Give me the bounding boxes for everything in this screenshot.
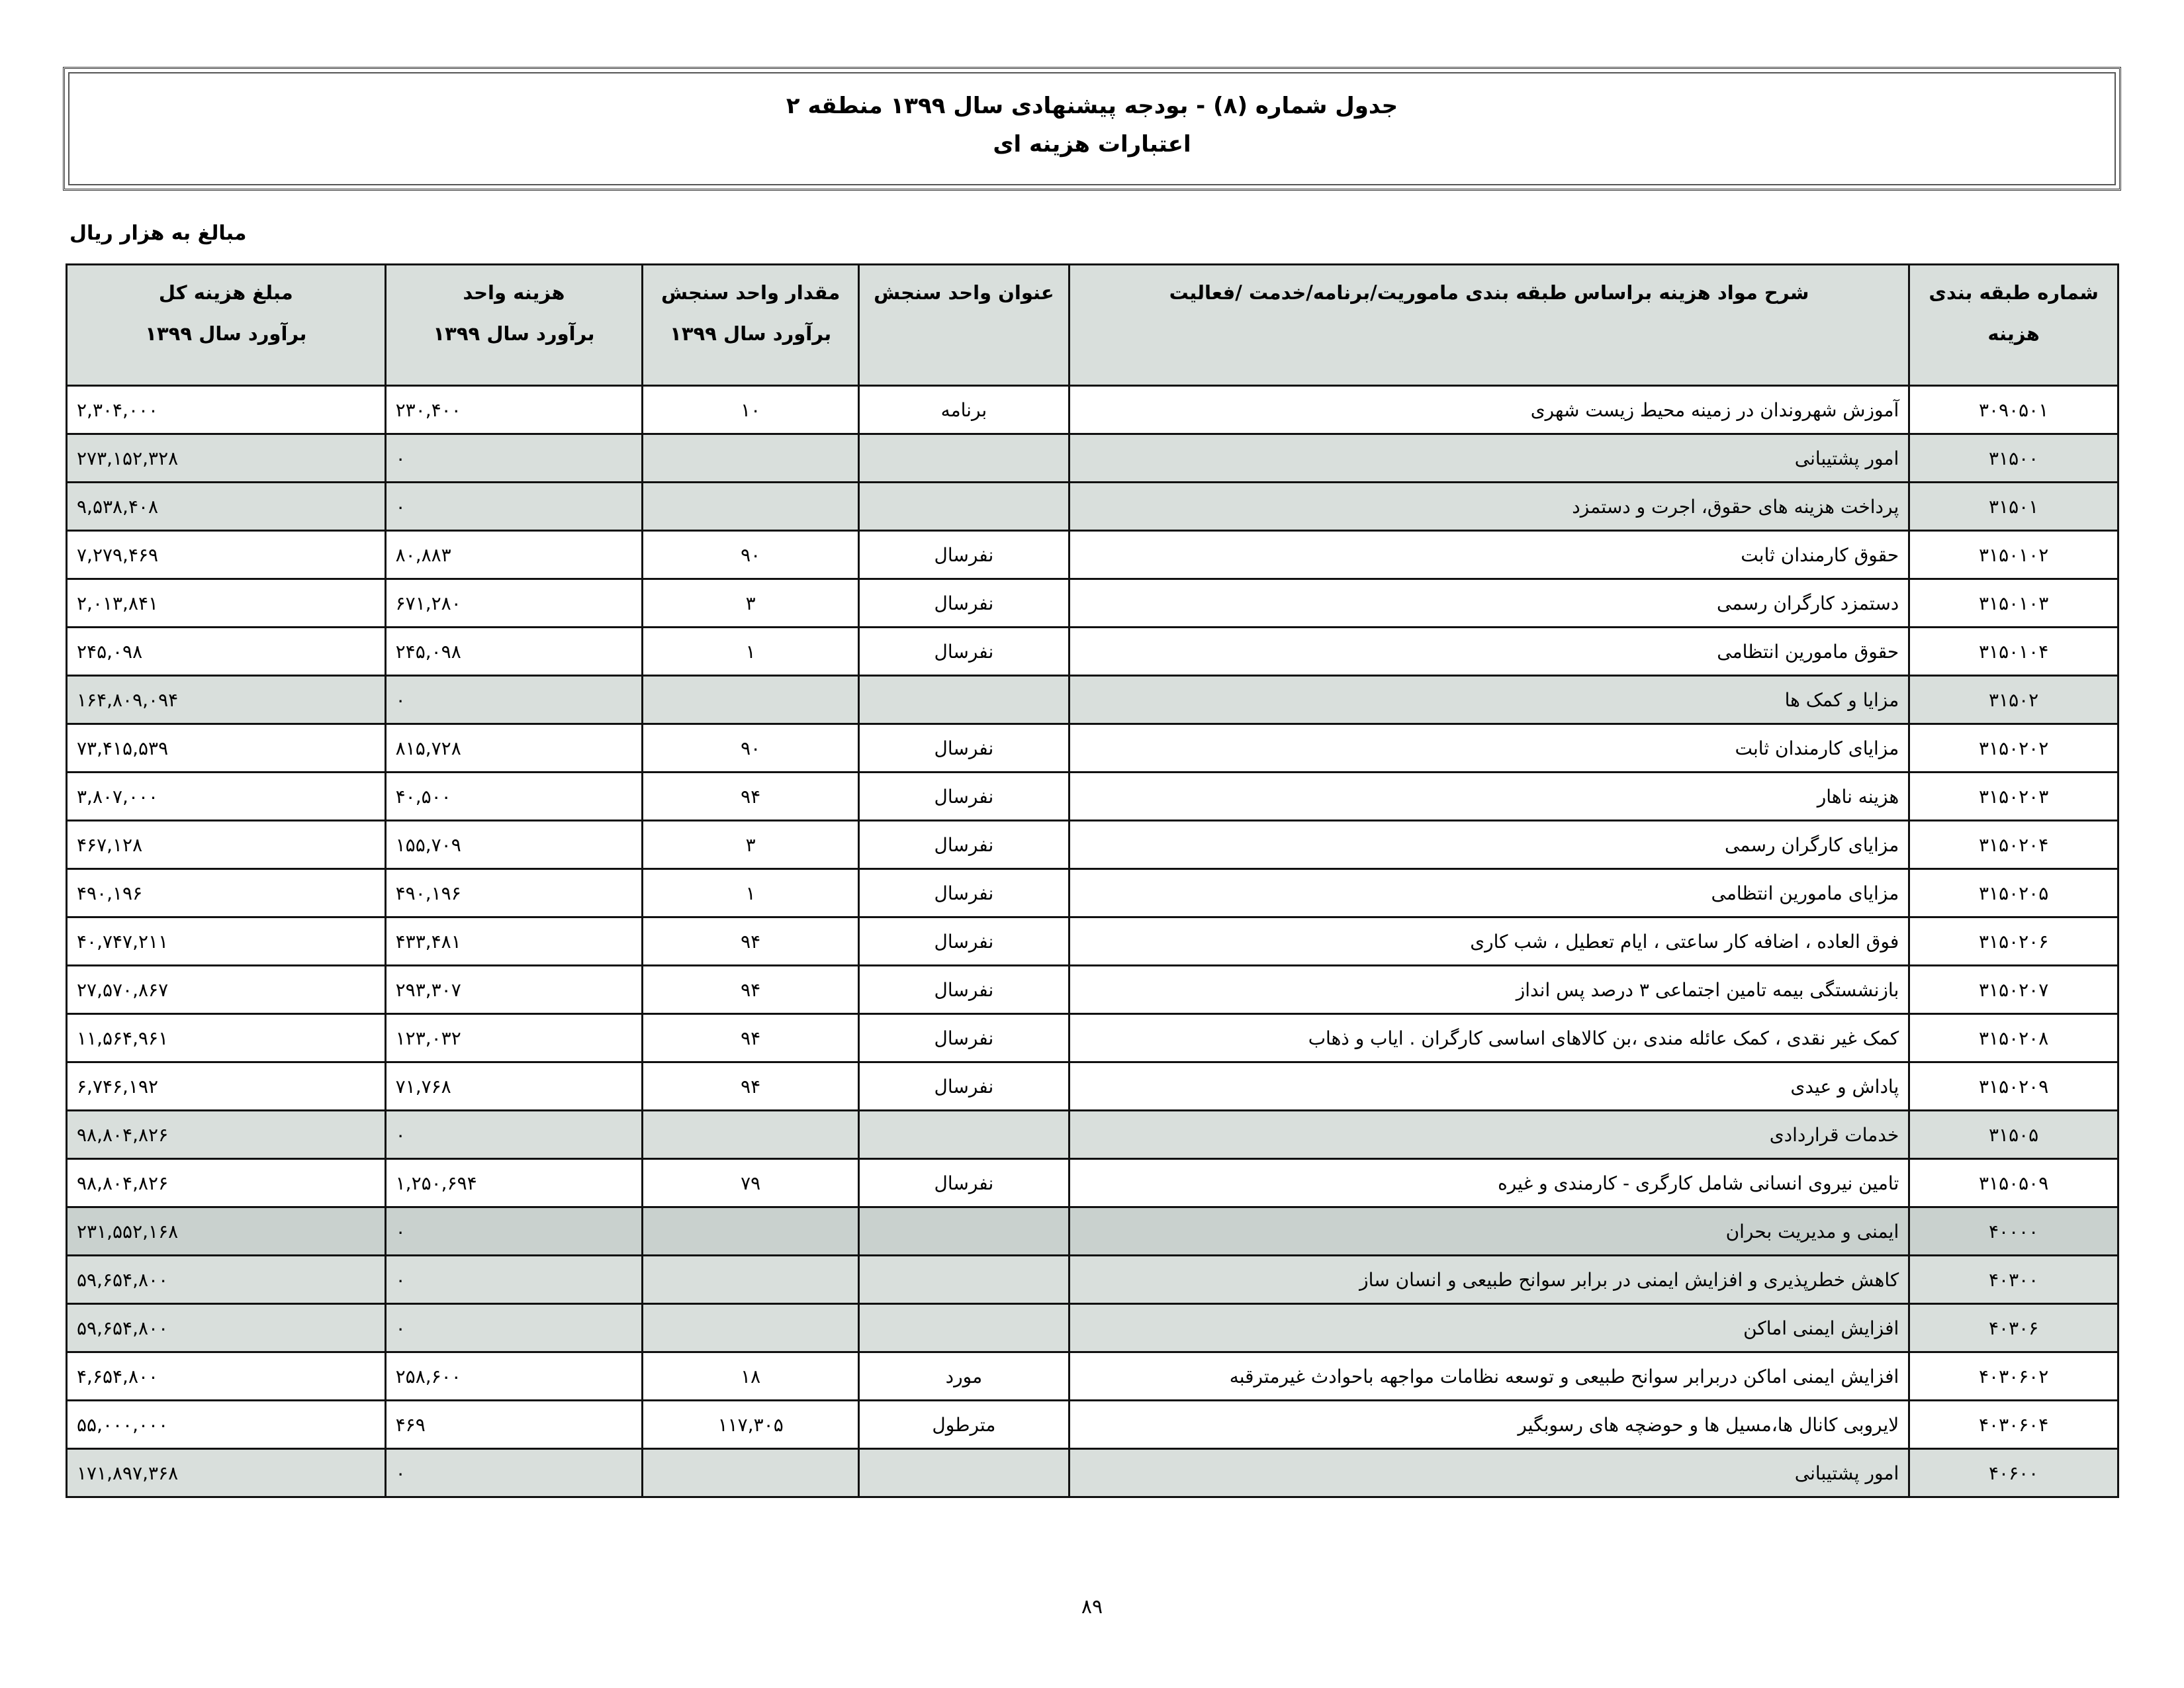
total-cell: ۵۹,۶۵۴,۸۰۰	[67, 1256, 386, 1304]
total-cell: ۲۷,۵۷۰,۸۶۷	[67, 966, 386, 1014]
total-cell: ۱۶۴,۸۰۹,۰۹۴	[67, 676, 386, 724]
code-cell: ۳۱۵۰۲۰۵	[1909, 869, 2118, 917]
code-cell: ۳۱۵۰۲۰۷	[1909, 966, 2118, 1014]
unit-cell: نفرسال	[859, 724, 1069, 773]
total-cell: ۷۳,۴۱۵,۵۳۹	[67, 724, 386, 773]
code-cell: ۴۰۰۰۰	[1909, 1207, 2118, 1256]
table-row	[67, 1014, 2118, 1062]
quantity-cell: ۹۴	[643, 917, 859, 966]
quantity-cell	[643, 1207, 859, 1256]
header-qty-line1: مقدار واحد سنجش	[661, 281, 841, 304]
code-cell: ۴۰۳۰۶	[1909, 1304, 2118, 1352]
unit-cost-cell: ۴۳۳,۴۸۱	[385, 917, 643, 966]
unit-cell: نفرسال	[859, 1159, 1069, 1207]
unit-cost-cell: ۰	[385, 434, 643, 483]
description-cell: مزایای کارگران رسمی	[1069, 821, 1909, 869]
table-row	[67, 1111, 2118, 1159]
total-cell: ۵۵,۰۰۰,۰۰۰	[67, 1401, 386, 1449]
title-line-2: اعتبارات هزینه ای	[993, 131, 1191, 158]
unit-cost-cell: ۲۹۳,۳۰۷	[385, 966, 643, 1014]
quantity-cell: ۹۴	[643, 966, 859, 1014]
total-cell: ۴,۶۵۴,۸۰۰	[67, 1352, 386, 1401]
table-row	[67, 579, 2118, 628]
unit-cost-cell: ۰	[385, 1111, 643, 1159]
unit-cell: نفرسال	[859, 628, 1069, 676]
unit-cell: نفرسال	[859, 773, 1069, 821]
table-row	[67, 1304, 2118, 1352]
description-cell: حقوق مامورین انتظامی	[1069, 628, 1909, 676]
quantity-cell	[643, 483, 859, 531]
unit-cost-cell: ۱,۲۵۰,۶۹۴	[385, 1159, 643, 1207]
unit-cell: نفرسال	[859, 966, 1069, 1014]
table-row	[67, 434, 2118, 483]
total-cell: ۱۷۱,۸۹۷,۳۶۸	[67, 1449, 386, 1497]
description-cell: پاداش و عیدی	[1069, 1062, 1909, 1111]
unit-cost-cell: ۴۶۹	[385, 1401, 643, 1449]
table-row	[67, 1256, 2118, 1304]
unit-cell: نفرسال	[859, 579, 1069, 628]
total-cell: ۶,۷۴۶,۱۹۲	[67, 1062, 386, 1111]
table-row	[67, 1449, 2118, 1497]
description-cell: مزایای مامورین انتظامی	[1069, 869, 1909, 917]
quantity-cell: ۱۰	[643, 386, 859, 434]
unit-cell: برنامه	[859, 386, 1069, 434]
header-total-line1: مبلغ هزینه کل	[158, 281, 293, 304]
quantity-cell	[643, 1256, 859, 1304]
total-cell: ۱۱,۵۶۴,۹۶۱	[67, 1014, 386, 1062]
unit-cost-cell: ۸۱۵,۷۲۸	[385, 724, 643, 773]
header-row	[67, 265, 2118, 386]
total-cell: ۴۹۰,۱۹۶	[67, 869, 386, 917]
unit-note: مبالغ به هزار ریال	[69, 222, 247, 245]
unit-cell: نفرسال	[859, 821, 1069, 869]
quantity-cell	[643, 434, 859, 483]
quantity-cell: ۹۴	[643, 773, 859, 821]
total-cell: ۳,۸۰۷,۰۰۰	[67, 773, 386, 821]
header-unit-cost-line2: برآورد سال ۱۳۹۹	[433, 322, 595, 345]
total-cell: ۴۶۷,۱۲۸	[67, 821, 386, 869]
description-cell: افزایش ایمنی اماکن	[1069, 1304, 1909, 1352]
header-desc	[1069, 265, 1909, 386]
total-cell: ۵۹,۶۵۴,۸۰۰	[67, 1304, 386, 1352]
table-row	[67, 1401, 2118, 1449]
description-cell: پرداخت هزینه های حقوق، اجرت و دستمزد	[1069, 483, 1909, 531]
unit-cell	[859, 1207, 1069, 1256]
title-line-1: جدول شماره (۸) - بودجه پیشنهادی سال ۱۳۹۹ منطقه ۲	[786, 93, 1398, 119]
quantity-cell: ۳	[643, 821, 859, 869]
code-cell: ۳۱۵۰۲۰۹	[1909, 1062, 2118, 1111]
total-cell: ۲,۳۰۴,۰۰۰	[67, 386, 386, 434]
quantity-cell: ۱۸	[643, 1352, 859, 1401]
unit-cell: مترطول	[859, 1401, 1069, 1449]
unit-cell	[859, 1304, 1069, 1352]
unit-cell: نفرسال	[859, 531, 1069, 579]
table-row	[67, 966, 2118, 1014]
description-cell: افزایش ایمنی اماکن دربرابر سوانح طبیعی و توسعه نظامات مواجهه باحوادث غیرمترقبه	[1069, 1352, 1909, 1401]
description-cell: هزینه ناهار	[1069, 773, 1909, 821]
description-cell: تامین نیروی انسانی شامل کارگری - کارمندی و غیره	[1069, 1159, 1909, 1207]
unit-cell	[859, 434, 1069, 483]
code-cell: ۴۰۳۰۶۰۴	[1909, 1401, 2118, 1449]
description-cell: کمک غیر نقدی ، کمک عائله مندی ،بن کالاهای اساسی کارگران . ایاب و ذهاب	[1069, 1014, 1909, 1062]
table-row	[67, 531, 2118, 579]
unit-cell: نفرسال	[859, 1062, 1069, 1111]
header-qty	[643, 265, 859, 386]
quantity-cell: ۹۴	[643, 1062, 859, 1111]
header-total	[67, 265, 386, 386]
unit-cost-cell: ۲۵۸,۶۰۰	[385, 1352, 643, 1401]
total-cell: ۲۳۱,۵۵۲,۱۶۸	[67, 1207, 386, 1256]
unit-cost-cell: ۶۷۱,۲۸۰	[385, 579, 643, 628]
unit-cost-cell: ۰	[385, 676, 643, 724]
code-cell: ۳۱۵۰۱۰۲	[1909, 531, 2118, 579]
unit-cell: نفرسال	[859, 1014, 1069, 1062]
code-cell: ۳۱۵۰۲۰۴	[1909, 821, 2118, 869]
unit-cost-cell: ۲۴۵,۰۹۸	[385, 628, 643, 676]
code-cell: ۴۰۶۰۰	[1909, 1449, 2118, 1497]
total-cell: ۲۷۳,۱۵۲,۳۲۸	[67, 434, 386, 483]
table-row	[67, 676, 2118, 724]
total-cell: ۲,۰۱۳,۸۴۱	[67, 579, 386, 628]
description-cell: ایمنی و مدیریت بحران	[1069, 1207, 1909, 1256]
total-cell: ۴۰,۷۴۷,۲۱۱	[67, 917, 386, 966]
description-cell: امور پشتیبانی	[1069, 434, 1909, 483]
table-row	[67, 1207, 2118, 1256]
quantity-cell: ۹۰	[643, 724, 859, 773]
code-cell: ۴۰۳۰۶۰۲	[1909, 1352, 2118, 1401]
description-cell: مزایای کارمندان ثابت	[1069, 724, 1909, 773]
header-desc-line1: شرح مواد هزینه براساس طبقه بندی ماموریت/برنامه/خدمت /فعالیت	[1169, 281, 1809, 304]
quantity-cell: ۹۰	[643, 531, 859, 579]
unit-cost-cell: ۸۰,۸۸۳	[385, 531, 643, 579]
header-code-line1: شماره طبقه بندی	[1929, 281, 2099, 304]
unit-cost-cell: ۰	[385, 1256, 643, 1304]
total-cell: ۲۴۵,۰۹۸	[67, 628, 386, 676]
code-cell: ۳۱۵۰۲۰۳	[1909, 773, 2118, 821]
table-row	[67, 628, 2118, 676]
code-cell: ۳۱۵۰۲۰۸	[1909, 1014, 2118, 1062]
unit-cell: نفرسال	[859, 869, 1069, 917]
unit-cost-cell: ۰	[385, 483, 643, 531]
code-cell: ۳۱۵۰۱	[1909, 483, 2118, 531]
budget-table	[66, 263, 2119, 1498]
unit-cost-cell: ۷۱,۷۶۸	[385, 1062, 643, 1111]
table-row	[67, 386, 2118, 434]
unit-cost-cell: ۱۲۳,۰۳۲	[385, 1014, 643, 1062]
header-unit	[859, 265, 1069, 386]
quantity-cell: ۱	[643, 628, 859, 676]
description-cell: خدمات قراردادی	[1069, 1111, 1909, 1159]
description-cell: لایروبی کانال ها،مسیل ها و حوضچه های رسوبگیر	[1069, 1401, 1909, 1449]
code-cell: ۳۱۵۰۵۰۹	[1909, 1159, 2118, 1207]
title-box	[63, 67, 2121, 191]
total-cell: ۹۸,۸۰۴,۸۲۶	[67, 1159, 386, 1207]
quantity-cell: ۳	[643, 579, 859, 628]
quantity-cell: ۹۴	[643, 1014, 859, 1062]
table-row	[67, 821, 2118, 869]
table-row	[67, 483, 2118, 531]
unit-cell	[859, 483, 1069, 531]
table-row	[67, 724, 2118, 773]
unit-cost-cell: ۴۰,۵۰۰	[385, 773, 643, 821]
table-row	[67, 1159, 2118, 1207]
table-row	[67, 1352, 2118, 1401]
quantity-cell	[643, 1111, 859, 1159]
total-cell: ۷,۲۷۹,۴۶۹	[67, 531, 386, 579]
quantity-cell	[643, 1304, 859, 1352]
description-cell: حقوق کارمندان ثابت	[1069, 531, 1909, 579]
description-cell: دستمزد کارگران رسمی	[1069, 579, 1909, 628]
code-cell: ۳۱۵۰۲	[1909, 676, 2118, 724]
quantity-cell: ۷۹	[643, 1159, 859, 1207]
unit-cell	[859, 1111, 1069, 1159]
table-row	[67, 773, 2118, 821]
unit-cost-cell: ۱۵۵,۷۰۹	[385, 821, 643, 869]
code-cell: ۳۱۵۰۱۰۴	[1909, 628, 2118, 676]
unit-cell: مورد	[859, 1352, 1069, 1401]
code-cell: ۳۱۵۰۲۰۲	[1909, 724, 2118, 773]
table-row	[67, 917, 2118, 966]
code-cell: ۳۱۵۰۵	[1909, 1111, 2118, 1159]
header-unit-line1: عنوان واحد سنجش	[874, 281, 1054, 304]
table-row	[67, 1062, 2118, 1111]
total-cell: ۹۸,۸۰۴,۸۲۶	[67, 1111, 386, 1159]
quantity-cell	[643, 1449, 859, 1497]
code-cell: ۳۱۵۰۱۰۳	[1909, 579, 2118, 628]
header-unit-cost-line1: هزینه واحد	[463, 281, 565, 304]
total-cell: ۹,۵۳۸,۴۰۸	[67, 483, 386, 531]
description-cell: آموزش شهروندان در زمینه محیط زیست شهری	[1069, 386, 1909, 434]
code-cell: ۴۰۳۰۰	[1909, 1256, 2118, 1304]
unit-cost-cell: ۰	[385, 1207, 643, 1256]
unit-cost-cell: ۰	[385, 1449, 643, 1497]
table-row	[67, 869, 2118, 917]
code-cell: ۳۰۹۰۵۰۱	[1909, 386, 2118, 434]
unit-cell	[859, 676, 1069, 724]
unit-cell: نفرسال	[859, 917, 1069, 966]
unit-cell	[859, 1256, 1069, 1304]
quantity-cell: ۱۱۷,۳۰۵	[643, 1401, 859, 1449]
description-cell: بازنشستگی بیمه تامین اجتماعی ۳ درصد پس انداز	[1069, 966, 1909, 1014]
description-cell: مزایا و کمک ها	[1069, 676, 1909, 724]
header-qty-line2: برآورد سال ۱۳۹۹	[670, 322, 832, 345]
header-total-line2: برآورد سال ۱۳۹۹	[145, 322, 307, 345]
code-cell: ۳۱۵۰۰	[1909, 434, 2118, 483]
unit-cell	[859, 1449, 1069, 1497]
unit-cost-cell: ۲۳۰,۴۰۰	[385, 386, 643, 434]
header-code-line2: هزینه	[1987, 322, 2040, 345]
header-unit-cost	[385, 265, 643, 386]
description-cell: کاهش خطرپذیری و افزایش ایمنی در برابر سوانح طبیعی و انسان ساز	[1069, 1256, 1909, 1304]
quantity-cell	[643, 676, 859, 724]
description-cell: فوق العاده ، اضافه کار ساعتی ، ایام تعطیل ، شب کاری	[1069, 917, 1909, 966]
unit-cost-cell: ۴۹۰,۱۹۶	[385, 869, 643, 917]
unit-cost-cell: ۰	[385, 1304, 643, 1352]
page-number: ۸۹	[1081, 1595, 1103, 1618]
description-cell: امور پشتیبانی	[1069, 1449, 1909, 1497]
header-code	[1909, 265, 2118, 386]
quantity-cell: ۱	[643, 869, 859, 917]
code-cell: ۳۱۵۰۲۰۶	[1909, 917, 2118, 966]
